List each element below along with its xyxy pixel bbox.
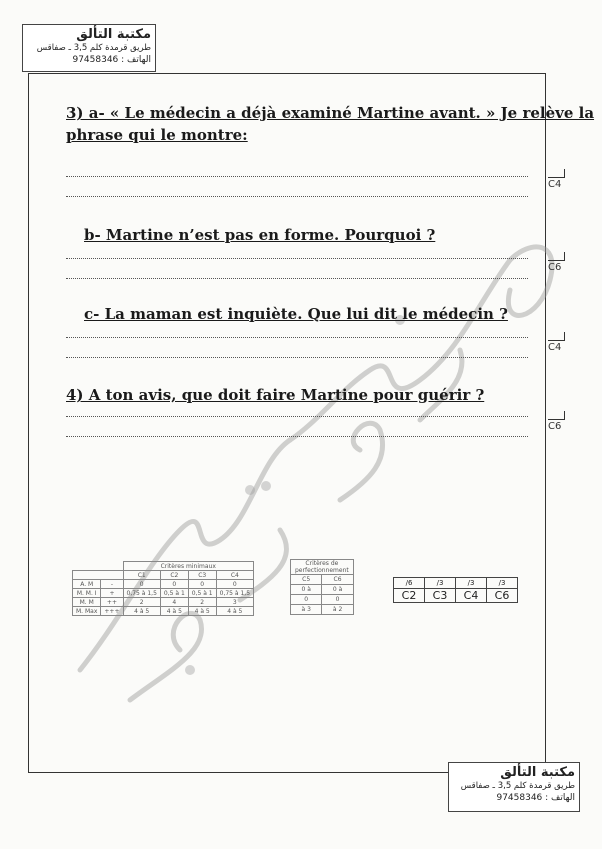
answer-line[interactable]	[66, 337, 528, 338]
col-header: C6	[322, 575, 353, 585]
table-row: C2 C3 C4 C6	[394, 589, 518, 603]
stamp-name: مكتبة التألق	[500, 765, 575, 780]
answer-line[interactable]	[66, 196, 528, 197]
answer-line[interactable]	[66, 258, 528, 259]
answer-line[interactable]	[66, 436, 528, 437]
table-row: M. M ++ 2 4 2 3	[73, 598, 254, 607]
perfection-criteria-table	[290, 559, 354, 615]
stamp-name: مكتبة التألق	[76, 27, 151, 42]
table-row: 0 à 0 à	[291, 585, 354, 595]
stamp-address: طريق قرمدة كلم 3,5 ـ صفاقس	[460, 781, 575, 791]
stamp-address: طريق قرمدة كلم 3,5 ـ صفاقس	[36, 43, 151, 53]
table-title: Critères de perfectionnement	[291, 560, 354, 575]
library-stamp-bottom	[448, 762, 580, 812]
criteria-mark: C4	[548, 169, 565, 190]
table-row: A. M - 0 0 0 0	[73, 580, 254, 589]
criteria-mark: C4	[548, 332, 565, 353]
col-header: C3	[188, 571, 216, 580]
table-row: M. Max +++ 4 à 5 4 à 5 4 à 5 4 à 5	[73, 607, 254, 616]
question-4: 4) A ton avis, que doit faire Martine pour guérir ?	[66, 386, 485, 404]
table-title: Critères minimaux	[123, 562, 254, 571]
answer-line[interactable]	[66, 278, 528, 279]
answer-line[interactable]	[66, 357, 528, 358]
question-3c: c- La maman est inquiète. Que lui dit le médecin ?	[84, 305, 508, 323]
stamp-phone: الهاتف : 97458346	[496, 793, 575, 803]
question-3b: b- Martine n’est pas en forme. Pourquoi ?	[84, 226, 436, 244]
col-header: C4	[216, 571, 253, 580]
question-3a-line1: 3) a- « Le médecin a déjà examiné Martine avant. » Je relève la	[66, 104, 595, 122]
criteria-mark: C6	[548, 411, 565, 432]
minimal-criteria-table	[72, 561, 254, 616]
table-row: /6 /3 /3 /3	[394, 578, 518, 589]
table-row: à 3 à 2	[291, 605, 354, 615]
score-table	[393, 577, 518, 603]
answer-line[interactable]	[66, 416, 528, 417]
table-row: M. M. I + 0,75 à 1,5 0,5 à 1 0,5 à 1 0,75 à 1,5	[73, 589, 254, 598]
stamp-phone: الهاتف : 97458346	[72, 55, 151, 65]
question-3a-line2: phrase qui le montre:	[66, 126, 248, 144]
answer-line[interactable]	[66, 176, 528, 177]
col-header: C2	[160, 571, 188, 580]
criteria-mark: C6	[548, 252, 565, 273]
exercise-frame	[28, 73, 546, 773]
table-row: 0 0	[291, 595, 354, 605]
library-stamp-top	[22, 24, 156, 72]
col-header: C1	[123, 571, 160, 580]
col-header: C5	[291, 575, 322, 585]
